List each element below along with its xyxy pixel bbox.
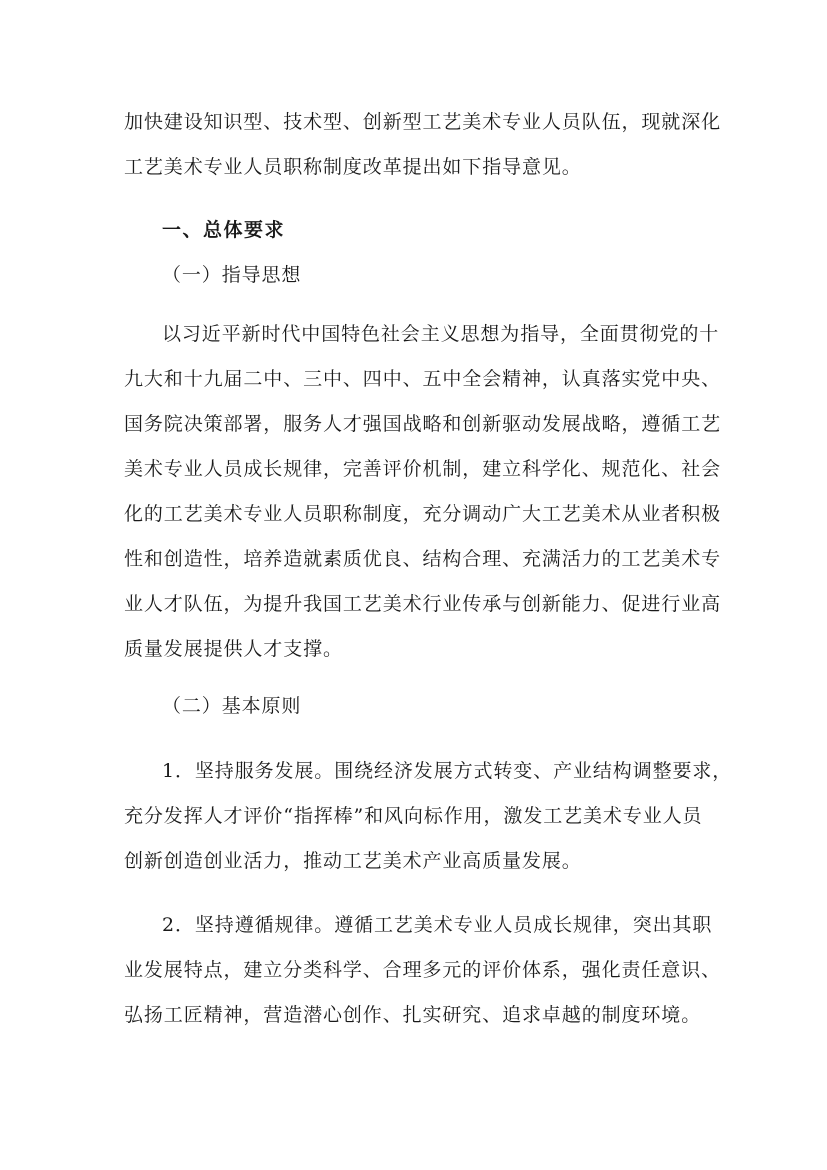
paragraph-line: 九大和十九届二中、三中、四中、五中全会精神，认真落实党中央、 bbox=[124, 368, 722, 390]
subsection-heading: （二）基本原则 bbox=[162, 695, 302, 717]
intro-line: 加快建设知识型、技术型、创新型工艺美术专业人员队伍，现就深化 bbox=[124, 111, 722, 133]
paragraph-line: 业人才队伍，为提升我国工艺美术行业传承与创新能力、促进行业高 bbox=[124, 593, 722, 615]
intro-line: 工艺美术专业人员职称制度改革提出如下指导意见。 bbox=[124, 156, 582, 178]
paragraph-line: 性和创造性，培养造就素质优良、结构合理、充满活力的工艺美术专 bbox=[124, 548, 722, 570]
paragraph-line: 以习近平新时代中国特色社会主义思想为指导，全面贯彻党的十 bbox=[162, 323, 720, 345]
paragraph-line: 国务院决策部署，服务人才强国战略和创新驱动发展战略，遵循工艺 bbox=[124, 413, 722, 435]
paragraph-line: 2．坚持遵循规律。遵循工艺美术专业人员成长规律，突出其职 bbox=[162, 914, 713, 936]
paragraph-line: 充分发挥人才评价“指挥棒”和风向标作用，激发工艺美术专业人员 bbox=[124, 805, 703, 827]
paragraph-line: 1．坚持服务发展。围绕经济发展方式转变、产业结构调整要求， bbox=[162, 760, 733, 782]
subsection-heading: （一）指导思想 bbox=[162, 264, 302, 286]
paragraph-line: 质量发展提供人才支撑。 bbox=[124, 638, 343, 660]
paragraph-line: 美术专业人员成长规律，完善评价机制，建立科学化、规范化、社会 bbox=[124, 458, 722, 480]
paragraph-line: 弘扬工匠精神，营造潜心创作、扎实研究、追求卓越的制度环境。 bbox=[124, 1004, 702, 1026]
paragraph-line: 化的工艺美术专业人员职称制度，充分调动广大工艺美术从业者积极 bbox=[124, 503, 722, 525]
paragraph-line: 业发展特点，建立分类科学、合理多元的评价体系，强化责任意识、 bbox=[124, 959, 722, 981]
section-heading: 一、总体要求 bbox=[162, 219, 286, 241]
paragraph-line: 创新创造创业活力，推动工艺美术产业高质量发展。 bbox=[124, 850, 582, 872]
